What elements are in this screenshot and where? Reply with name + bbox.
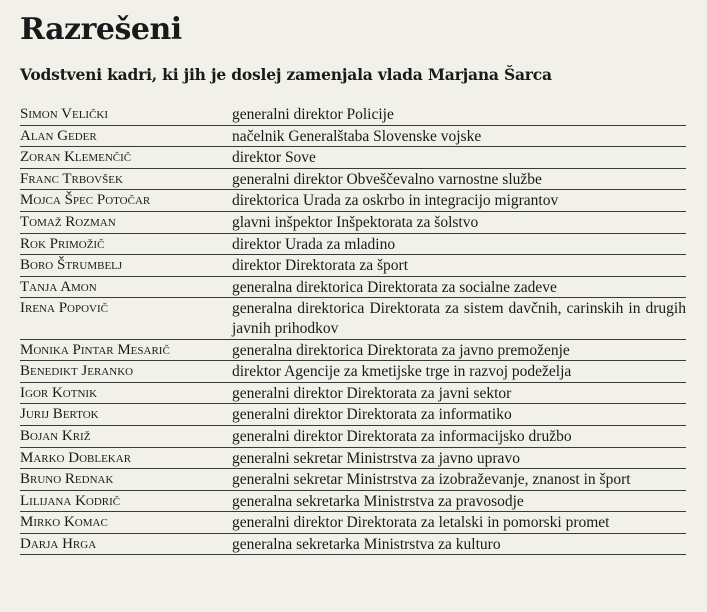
table-row: [20, 255, 686, 277]
person-role: generalna direktorica Direktorata za javno premoženje: [232, 339, 686, 361]
table-row: [20, 490, 686, 512]
table-row: [20, 512, 686, 534]
person-role: glavni inšpektor Inšpektorata za šolstvo: [232, 211, 686, 233]
person-name: Rok Primožič: [20, 233, 232, 255]
person-role: direktor Urada za mladino: [232, 233, 686, 255]
table-row: [20, 533, 686, 555]
table-row: [20, 125, 686, 147]
table-row: [20, 447, 686, 469]
person-name: Simon Velički: [20, 104, 232, 125]
person-name: Alan Geder: [20, 125, 232, 147]
person-name: Boro Štrumbelj: [20, 255, 232, 277]
table-row: [20, 469, 686, 491]
table-row: [20, 404, 686, 426]
table-row: [20, 104, 686, 125]
table-row: [20, 168, 686, 190]
person-role: generalni sekretar Ministrstva za izobraževanje, znanost in šport: [232, 469, 686, 491]
person-role: načelnik Generalštaba Slovenske vojske: [232, 125, 686, 147]
person-role: generalni direktor Direktorata za letalski in pomorski promet: [232, 512, 686, 534]
table-row: [20, 190, 686, 212]
person-name: Tanja Amon: [20, 276, 232, 298]
person-role: generalni direktor Direktorata za informacijsko družbo: [232, 425, 686, 447]
person-name: Jurij Bertok: [20, 404, 232, 426]
person-role: generalna sekretarka Ministrstva za pravosodje: [232, 490, 686, 512]
person-name: Bruno Rednak: [20, 469, 232, 491]
table-row: [20, 361, 686, 383]
table-row: [20, 339, 686, 361]
table-row: [20, 276, 686, 298]
table-row: [20, 233, 686, 255]
person-role: generalna sekretarka Ministrstva za kulturo: [232, 533, 686, 555]
person-role: direktorica Urada za oskrbo in integracijo migrantov: [232, 190, 686, 212]
person-role: generalni sekretar Ministrstva za javno upravo: [232, 447, 686, 469]
table-row: [20, 382, 686, 404]
person-name: Darja Hrga: [20, 533, 232, 555]
person-name: Marko Doblekar: [20, 447, 232, 469]
person-role: direktor Sove: [232, 147, 686, 169]
person-role: direktor Agencije za kmetijske trge in razvoj podeželja: [232, 361, 686, 383]
person-name: Franc Trbovšek: [20, 168, 232, 190]
person-role: generalni direktor Direktorata za informatiko: [232, 404, 686, 426]
table-row: [20, 298, 686, 339]
person-role: generalni direktor Policije: [232, 104, 686, 125]
table-row: [20, 147, 686, 169]
person-name: Zoran Klemenčič: [20, 147, 232, 169]
page-subtitle: Vodstveni kadri, ki jih je doslej zamenjala vlada Marjana Šarca: [20, 65, 552, 84]
person-role: generalni direktor Direktorata za javni sektor: [232, 382, 686, 404]
page-title: Razrešeni: [20, 12, 182, 47]
person-role: direktor Direktorata za šport: [232, 255, 686, 277]
person-role: generalni direktor Obveščevalno varnostne službe: [232, 168, 686, 190]
person-name: Benedikt Jeranko: [20, 361, 232, 383]
person-name: Irena Popovič: [20, 298, 232, 339]
dismissed-officials-table: [20, 104, 686, 555]
person-name: Mojca Špec Potočar: [20, 190, 232, 212]
person-name: Monika Pintar Mesarič: [20, 339, 232, 361]
person-name: Bojan Križ: [20, 425, 232, 447]
person-name: Igor Kotnik: [20, 382, 232, 404]
table-row: [20, 425, 686, 447]
person-role: generalna direktorica Direktorata za sistem davčnih, carinskih in drugih javnih prihodkov: [232, 298, 686, 339]
person-name: Lilijana Kodrič: [20, 490, 232, 512]
person-name: Tomaž Rozman: [20, 211, 232, 233]
table-row: [20, 211, 686, 233]
person-name: Mirko Komac: [20, 512, 232, 534]
person-role: generalna direktorica Direktorata za socialne zadeve: [232, 276, 686, 298]
